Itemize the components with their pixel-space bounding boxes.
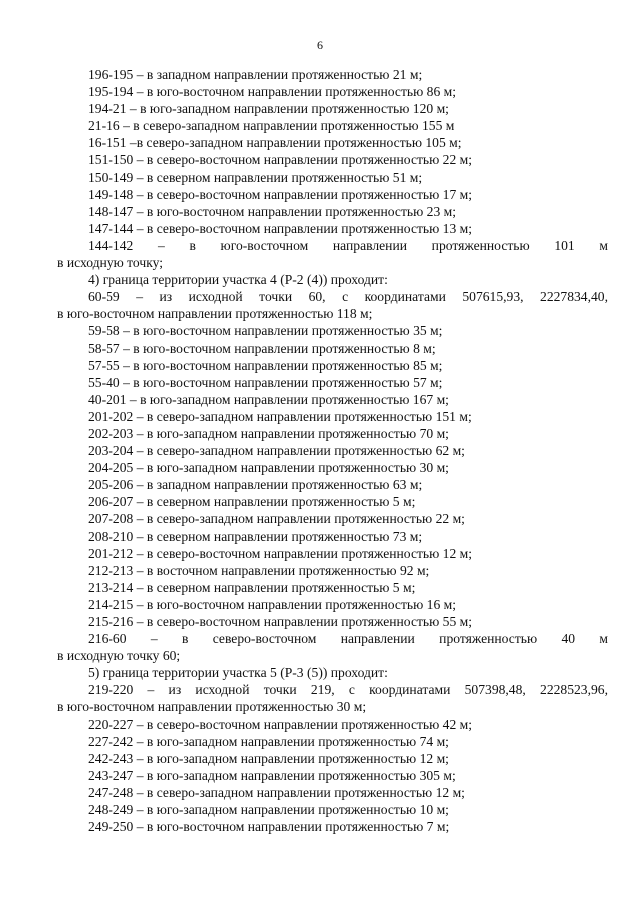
text-line: 196-195 – в западном направлении протяженностью 21 м; — [88, 67, 423, 82]
text-line: 144-142 – в юго-восточном направлении протяженностью 101 м — [88, 237, 608, 253]
text-line: 216-60 – в северо-восточном направлении протяженностью 40 м — [88, 631, 608, 647]
text-line: 60-59 – из исходной точки 60, с координатами 507615,93, 2227834,40, — [88, 289, 608, 305]
text-line: 227-242 – в юго-западном направлении протяженностью 74 м; — [88, 733, 449, 749]
text-line: 202-203 – в юго-западном направлении протяженностью 70 м; — [88, 425, 449, 441]
text-line: 205-206 – в западном направлении протяженностью 63 м; — [88, 477, 423, 493]
document-body — [57, 66, 608, 835]
text-line: 203-204 – в северо-западном направлении протяженностью 62 м; — [88, 443, 465, 459]
text-line: 208-210 – в северном направлении протяженностью 73 м; — [88, 528, 423, 544]
text-line: 21-16 – в северо-западном направлении протяженностью 155 м — [88, 118, 455, 134]
text-line: в юго-восточном направлении протяженностью 30 м; — [57, 699, 367, 715]
text-line: 219-220 – из исходной точки 219, с координатами 507398,48, 2228523,96, — [88, 682, 608, 698]
text-line: 220-227 – в северо-восточном направлении протяженностью 42 м; — [88, 716, 473, 732]
text-line: 206-207 – в северном направлении протяженностью 5 м; — [88, 494, 416, 510]
text-line: 243-247 – в юго-западном направлении протяженностью 305 м; — [88, 767, 456, 783]
text-line: 59-58 – в юго-восточном направлении протяженностью 35 м; — [88, 323, 443, 339]
text-line: 151-150 – в северо-восточном направлении протяженностью 22 м; — [88, 152, 473, 168]
text-line: 207-208 – в северо-западном направлении протяженностью 22 м; — [88, 511, 465, 527]
text-line: 57-55 – в юго-восточном направлении протяженностью 85 м; — [88, 357, 443, 373]
text-line: 55-40 – в юго-восточном направлении протяженностью 57 м; — [88, 374, 443, 390]
text-line: 242-243 – в юго-западном направлении протяженностью 12 м; — [88, 750, 449, 766]
text-line: в юго-восточном направлении протяженностью 118 м; — [57, 306, 373, 322]
text-line: 58-57 – в юго-восточном направлении протяженностью 8 м; — [88, 340, 436, 356]
text-line: в исходную точку; — [57, 255, 164, 271]
text-line: 201-212 – в северо-восточном направлении протяженностью 12 м; — [88, 545, 473, 561]
page-number: 6 — [317, 38, 323, 52]
text-line: 204-205 – в юго-западном направлении протяженностью 30 м; — [88, 460, 449, 476]
text-line: 213-214 – в северном направлении протяженностью 5 м; — [88, 579, 416, 595]
text-line: 150-149 – в северном направлении протяженностью 51 м; — [88, 169, 423, 185]
text-line: 16-151 –в северо-западном направлении протяженностью 105 м; — [88, 135, 462, 151]
text-line: 212-213 – в восточном направлении протяженностью 92 м; — [88, 562, 430, 578]
text-line: 201-202 – в северо-западном направлении протяженностью 151 м; — [88, 408, 472, 424]
text-line: 194-21 – в юго-западном направлении протяженностью 120 м; — [88, 101, 449, 117]
text-line: 40-201 – в юго-западном направлении протяженностью 167 м; — [88, 391, 449, 407]
text-line: 149-148 – в северо-восточном направлении протяженностью 17 м; — [88, 186, 473, 202]
text-line: 5) граница территории участка 5 (Р-3 (5)) проходит: — [88, 665, 388, 681]
text-line: 248-249 – в юго-западном направлении протяженностью 10 м; — [88, 802, 449, 818]
text-line: 247-248 – в северо-западном направлении протяженностью 12 м; — [88, 784, 465, 800]
text-line: 214-215 – в юго-восточном направлении протяженностью 16 м; — [88, 596, 457, 612]
text-line: 4) граница территории участка 4 (Р-2 (4)) проходит: — [88, 272, 388, 288]
text-line: 249-250 – в юго-восточном направлении протяженностью 7 м; — [88, 819, 450, 835]
text-line: 195-194 – в юго-восточном направлении протяженностью 86 м; — [88, 84, 457, 100]
text-line: в исходную точку 60; — [57, 648, 181, 664]
text-line: 148-147 – в юго-восточном направлении протяженностью 23 м; — [88, 203, 457, 219]
text-line: 147-144 – в северо-восточном направлении протяженностью 13 м; — [88, 220, 473, 236]
text-line: 215-216 – в северо-восточном направлении протяженностью 55 м; — [88, 614, 473, 629]
